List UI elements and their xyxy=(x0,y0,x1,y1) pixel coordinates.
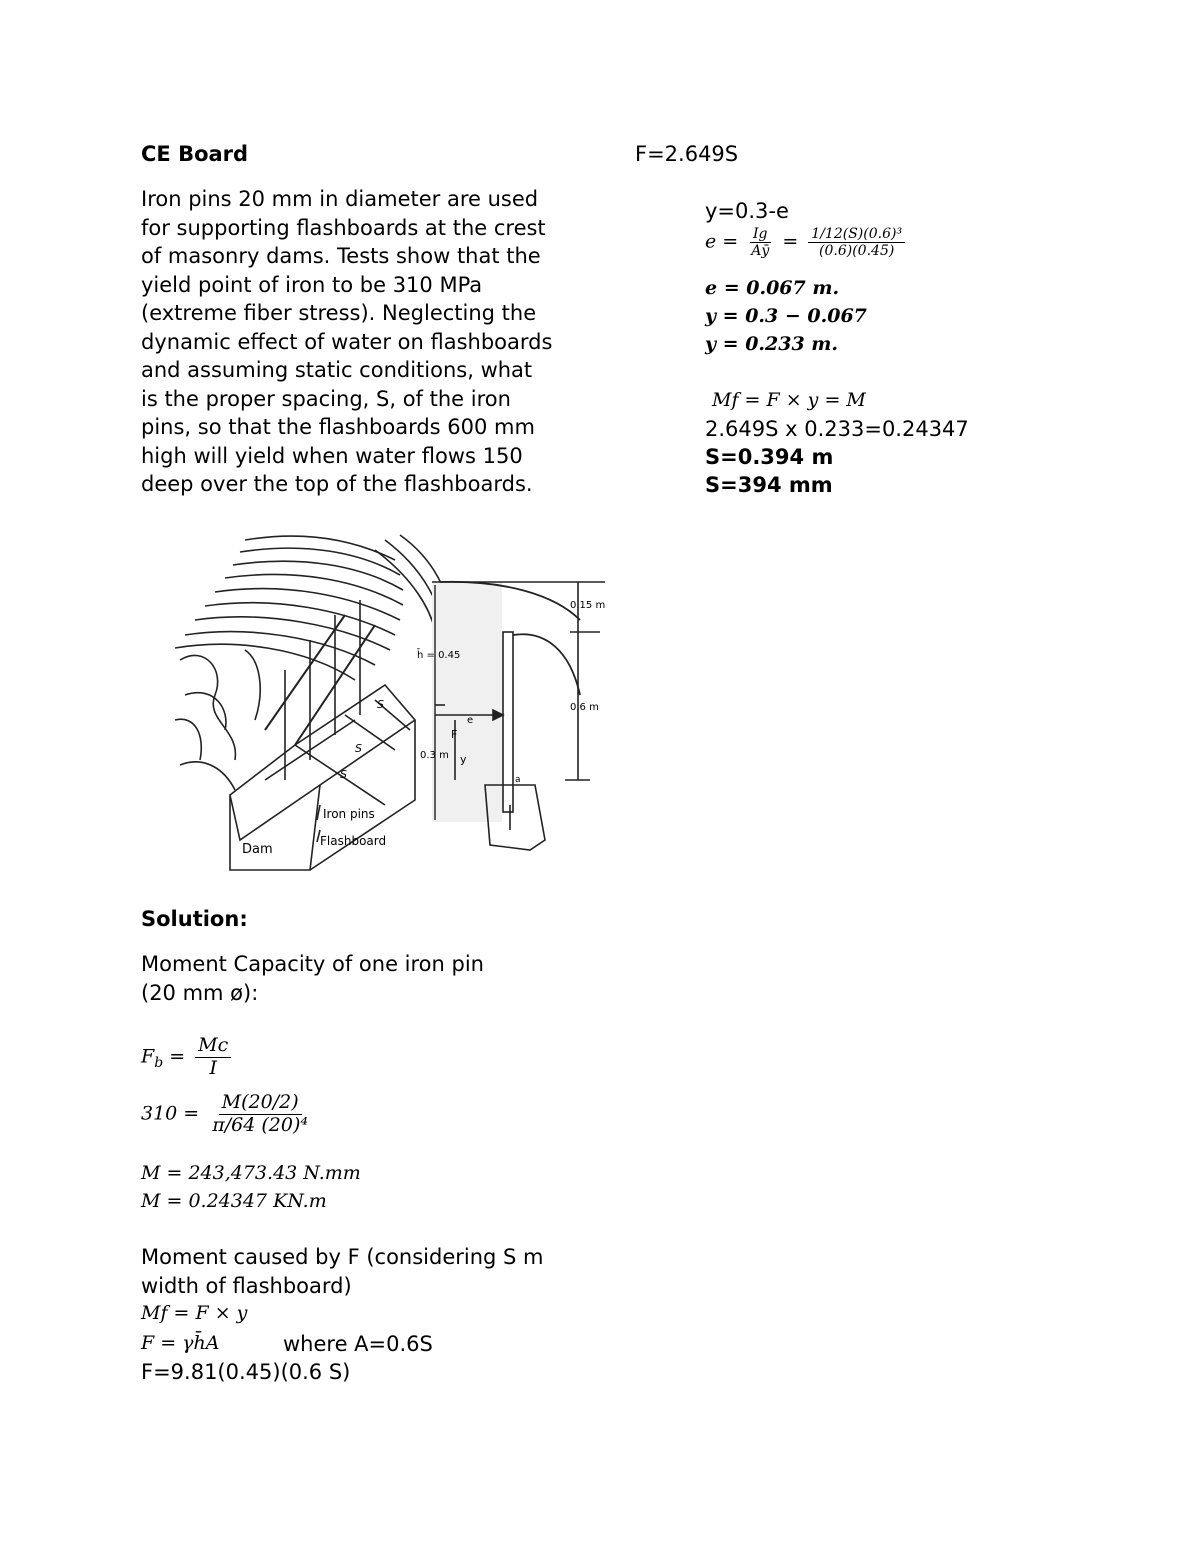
eq1-fraction xyxy=(195,1035,231,1080)
equation-y-value: y = 0.233 m. xyxy=(705,333,839,355)
moment-capacity-line: (20 mm ø): xyxy=(141,980,259,1005)
label-e: e xyxy=(467,715,474,726)
flashboard-figure xyxy=(145,520,610,890)
equation-m-knm: M = 0.24347 KN.m xyxy=(141,1190,327,1212)
label-03m: 0.3 m xyxy=(420,750,449,761)
eq2-den: π/64 (20)⁴ xyxy=(212,1113,309,1136)
label-force: F xyxy=(451,728,458,741)
label-y: y xyxy=(460,753,467,766)
solution-heading: Solution: xyxy=(141,907,248,931)
label-dam: Dam xyxy=(242,842,273,857)
problem-line: for supporting flashboards at the crest xyxy=(141,215,546,240)
answer-s-meters: S=0.394 m xyxy=(705,445,834,469)
equation-mf: Mf = F × y xyxy=(141,1302,248,1324)
problem-line: high will yield when water flows 150 xyxy=(141,443,523,468)
label-s2: S xyxy=(355,742,362,755)
answer-s-millimeters: S=394 mm xyxy=(705,473,833,497)
equation-mf-right: Mf = F × y = M xyxy=(712,389,866,411)
e-frac2 xyxy=(808,226,905,259)
problem-line: is the proper spacing, S, of the iron xyxy=(141,386,511,411)
problem-line: of masonry dams. Tests show that the xyxy=(141,244,541,268)
problem-statement xyxy=(141,185,552,499)
moment-capacity-line: Moment Capacity of one iron pin xyxy=(141,952,484,976)
label-s1: S xyxy=(377,698,384,711)
equation-e-fraction: e = $\frac{Ig}{Aȳ}$ = $\frac{\text{1/12(S)(0.6)³}}{(0.6)(0.45)}$ xyxy=(705,226,909,259)
label-015m: 0.15 m xyxy=(570,600,606,611)
problem-line: pins, so that the flashboards 600 mm xyxy=(141,415,535,439)
heading-ce-board: CE Board xyxy=(141,142,249,166)
y-definition: y=0.3-e xyxy=(705,199,789,223)
e-frac1 xyxy=(748,226,772,259)
equation-f-gamma: F = γh̄A xyxy=(141,1332,220,1354)
problem-line: yield point of iron to be 310 MPa xyxy=(141,272,483,297)
e-lhs: e = xyxy=(705,230,739,253)
problem-line: deep over the top of the flashboards. xyxy=(141,472,533,496)
equation-y-sub: y = 0.3 − 0.067 xyxy=(705,305,867,327)
e-frac1-num: Ig xyxy=(750,226,771,243)
equation-310 xyxy=(141,1092,315,1137)
label-a: a xyxy=(515,775,521,785)
label-h-bar: h̄ = 0.45 xyxy=(417,650,461,661)
equation-fb: $F_b$ = $\frac{Mc}{I}$ xyxy=(141,1035,235,1080)
moment-capacity-text xyxy=(141,950,484,1007)
eq2-lhs: 310 = xyxy=(141,1102,200,1125)
equation-where: where A=0.6S xyxy=(283,1332,433,1356)
eq1-sub: b xyxy=(154,1055,164,1072)
moment-by-f-line: width of flashboard) xyxy=(141,1273,352,1298)
label-iron-pins: Iron pins xyxy=(323,807,375,821)
problem-line: Iron pins 20 mm in diameter are used xyxy=(141,187,539,211)
problem-line: dynamic effect of water on flashboards xyxy=(141,329,553,354)
eq1-den: I xyxy=(209,1056,217,1079)
equation-e-value: e = 0.067 m. xyxy=(705,277,840,299)
label-06m: 0.6 m xyxy=(570,702,599,713)
f-result: F=2.649S xyxy=(635,142,739,166)
eq2-num: M(20/2) xyxy=(219,1092,302,1115)
calculation-line: 2.649S x 0.233=0.24347 xyxy=(705,417,969,441)
e-frac2-den: (0.6)(0.45) xyxy=(819,243,895,260)
eq1-lhs: F xyxy=(141,1045,155,1068)
moment-by-f-text xyxy=(141,1243,544,1300)
label-flashboard: Flashboard xyxy=(320,834,387,848)
equation-m-nmm: M = 243,473.43 N.mm xyxy=(141,1162,361,1184)
equation-f-value: F=9.81(0.45)(0.6 S) xyxy=(141,1360,351,1384)
e-frac1-den: Aȳ xyxy=(751,243,770,260)
eq1-num: Mc xyxy=(195,1035,231,1058)
eq2-fraction xyxy=(209,1092,311,1137)
moment-by-f-line: Moment caused by F (considering S m xyxy=(141,1245,544,1269)
e-frac2-num: 1/12(S)(0.6)³ xyxy=(808,226,905,243)
label-s3: S xyxy=(340,768,347,781)
problem-line: (extreme fiber stress). Neglecting the xyxy=(141,301,537,325)
problem-line: and assuming static conditions, what xyxy=(141,358,533,382)
